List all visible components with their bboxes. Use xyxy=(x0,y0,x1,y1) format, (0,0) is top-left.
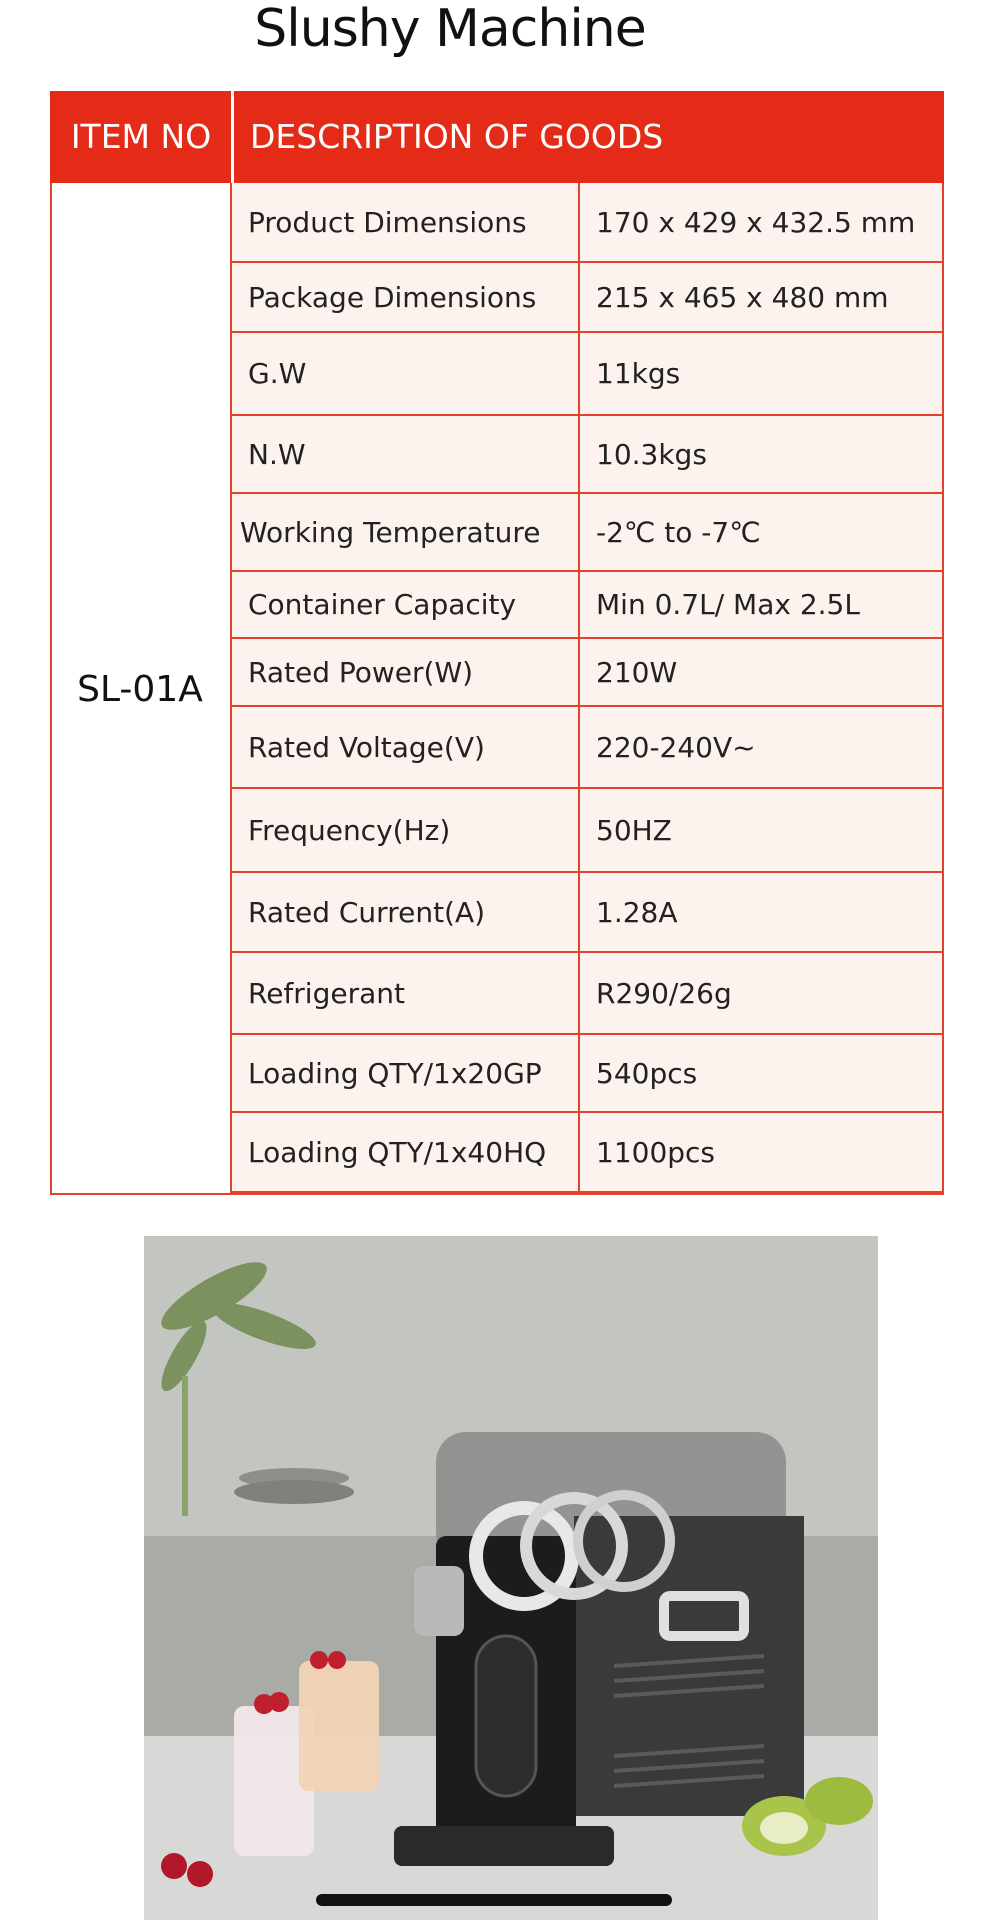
spec-row xyxy=(232,572,942,639)
spec-label: Loading QTY/1x20GP xyxy=(248,1056,542,1090)
spec-label: Package Dimensions xyxy=(248,280,537,314)
spec-value: 50HZ xyxy=(596,813,672,847)
spec-row xyxy=(232,953,942,1035)
header-description: DESCRIPTION OF GOODS xyxy=(250,117,664,156)
spec-value: 540pcs xyxy=(596,1056,698,1090)
spec-label: Working Temperature xyxy=(240,515,541,549)
spec-table xyxy=(50,91,944,1195)
spec-row xyxy=(232,873,942,953)
item-number: SL-01A xyxy=(77,668,203,710)
spec-row xyxy=(232,639,942,707)
spec-label: Product Dimensions xyxy=(248,205,527,239)
spec-row xyxy=(232,789,942,873)
product-photo xyxy=(144,1236,878,1920)
spec-label: Rated Power(W) xyxy=(248,655,474,689)
spec-value: 220-240V~ xyxy=(596,730,756,764)
spec-value: 10.3kgs xyxy=(596,437,707,471)
table-border-bottom xyxy=(50,1193,944,1195)
spec-value: 1.28A xyxy=(596,895,678,929)
value-column-divider xyxy=(578,183,580,1193)
spec-row xyxy=(232,416,942,494)
spec-label: Container Capacity xyxy=(248,588,517,621)
spec-value: 1100pcs xyxy=(596,1135,716,1169)
spec-row xyxy=(232,183,942,263)
spec-row xyxy=(232,263,942,333)
spec-value: R290/26g xyxy=(596,976,732,1010)
spec-value: 170 x 429 x 432.5 mm xyxy=(596,205,916,239)
page-title: Slushy Machine xyxy=(254,0,646,59)
spec-row xyxy=(232,707,942,789)
spec-label: Loading QTY/1x40HQ xyxy=(248,1135,547,1169)
spec-value: 210W xyxy=(596,655,678,689)
spec-label: Rated Current(A) xyxy=(248,895,486,929)
spec-label: Refrigerant xyxy=(248,976,405,1010)
spec-row xyxy=(232,333,942,416)
spec-row xyxy=(232,1035,942,1113)
spec-value: -2℃ to -7℃ xyxy=(596,515,761,549)
spec-label: N.W xyxy=(248,437,306,471)
slushy-machine-icon xyxy=(144,1236,878,1920)
spec-value: 215 x 465 x 480 mm xyxy=(596,280,889,314)
table-border-right xyxy=(942,183,944,1193)
spec-label: Rated Voltage(V) xyxy=(248,730,485,764)
spec-label: Frequency(Hz) xyxy=(248,813,451,847)
header-divider xyxy=(231,91,234,183)
table-header xyxy=(50,91,944,183)
spec-value: 11kgs xyxy=(596,357,681,390)
spec-row xyxy=(232,1113,942,1193)
spec-rows xyxy=(232,183,942,1193)
spec-label: G.W xyxy=(248,357,307,390)
home-indicator[interactable] xyxy=(316,1894,672,1906)
header-item-no: ITEM NO xyxy=(70,117,212,156)
spec-value: Min 0.7L/ Max 2.5L xyxy=(596,588,860,621)
spec-row xyxy=(232,494,942,572)
